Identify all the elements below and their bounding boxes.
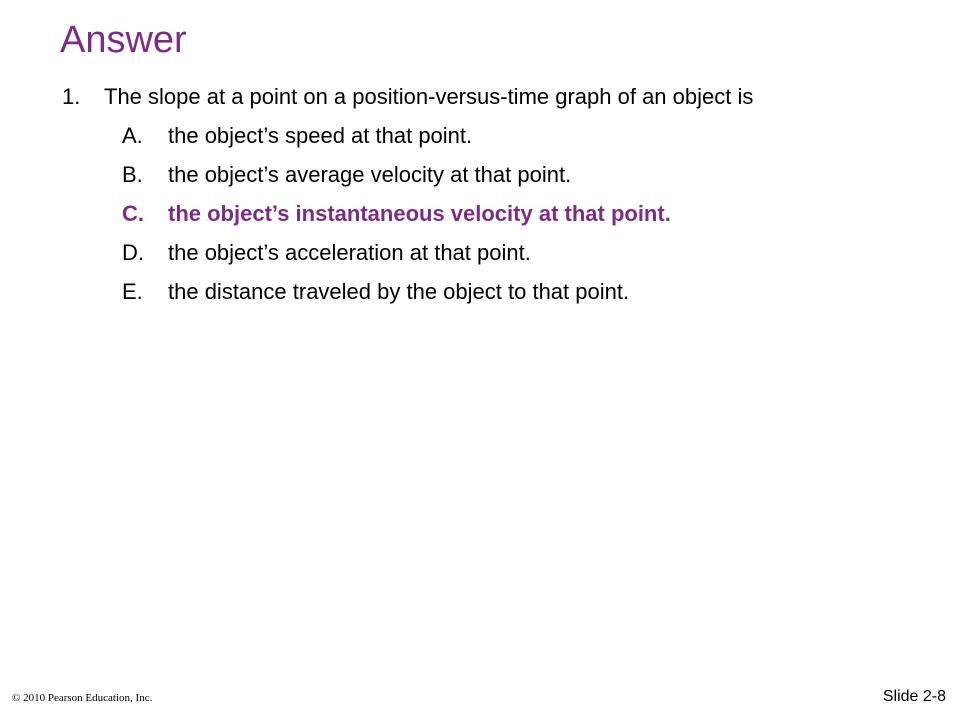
option-text: the object’s speed at that point. [168,122,473,148]
option-letter: A. [122,122,143,148]
option-letter: C. [122,200,144,226]
question-text: The slope at a point on a position-versus-time graph of an object is [104,84,754,109]
question-block [62,78,922,311]
option-letter: B. [122,161,143,187]
option-letter: E. [122,278,143,304]
option-text: the distance traveled by the object to that point. [168,278,630,304]
slide-number: Slide 2-8 [882,688,946,705]
option-e [122,272,922,311]
question-stem [62,78,922,116]
option-text: the object’s instantaneous velocity at that point. [168,200,671,226]
question-number: 1. [62,84,81,109]
option-letter: D. [122,239,144,265]
copyright-notice: © 2010 Pearson Education, Inc. [12,692,153,704]
option-text: the object’s average velocity at that point. [168,161,572,187]
slide-title: Answer [60,19,187,61]
option-a [122,116,922,155]
option-c-correct [122,194,922,233]
option-b [122,155,922,194]
option-text: the object’s acceleration at that point. [168,239,531,265]
answer-options [62,116,922,311]
option-d [122,233,922,272]
